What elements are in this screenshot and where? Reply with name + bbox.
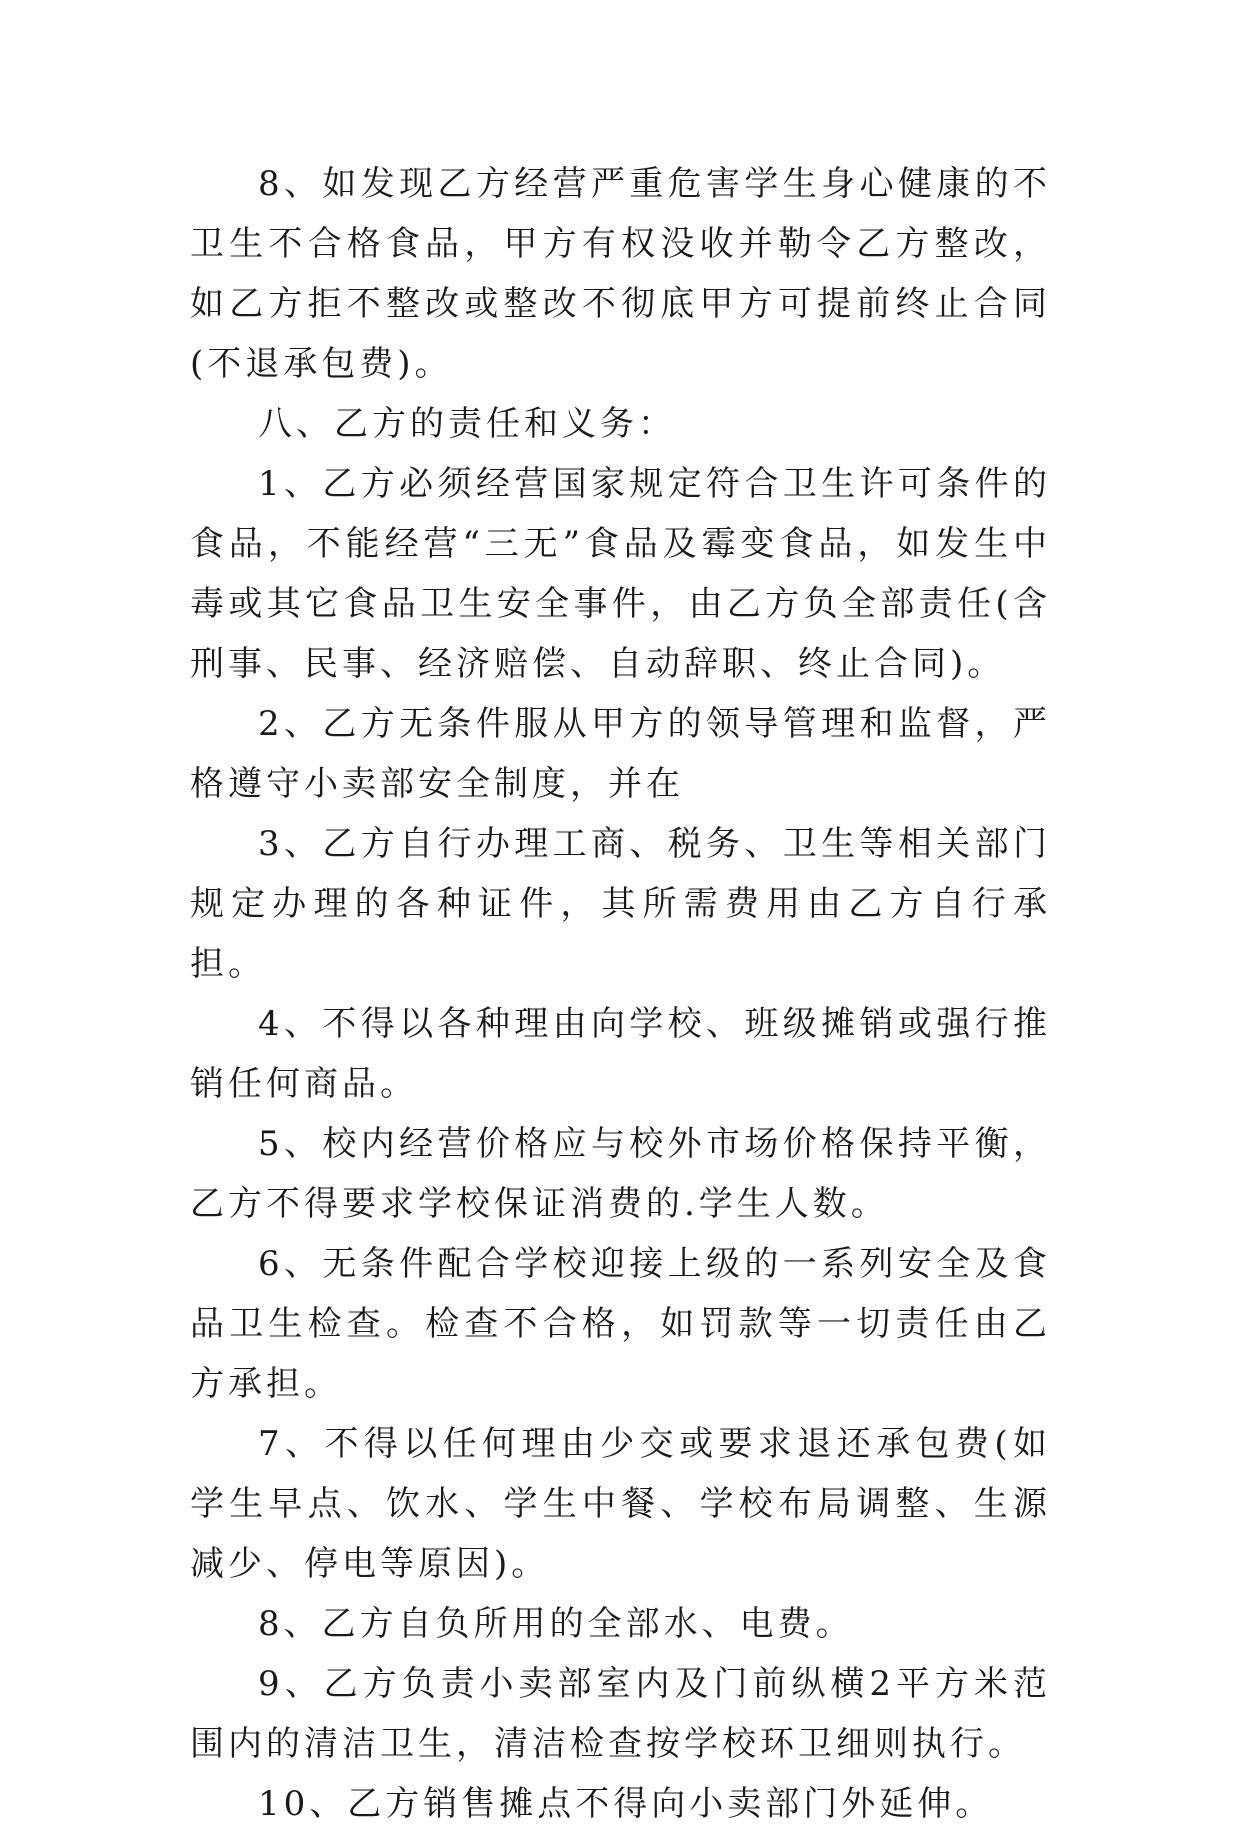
paragraph-duty-5: 5、校内经营价格应与校外市场价格保持平衡，乙方不得要求学校保证消费的.学生人数。 — [190, 1124, 1051, 1224]
section-heading-party-b-duties: 八、乙方的责任和义务： — [258, 404, 676, 444]
paragraph-clause-8-confiscation: 8、如发现乙方经营严重危害学生身心健康的不卫生不合格食品，甲方有权没收并勒令乙方整改，如乙方拒不整改或整改不彻底甲方可提前终止合同(不退承包费)。 — [190, 164, 1051, 384]
paragraph-duty-9: 9、乙方负责小卖部室内及门前纵横2平方米范围内的清洁卫生，清洁检查按学校环卫细则执行。 — [190, 1664, 1051, 1764]
paragraph-duty-10: 10、乙方销售摊点不得向小卖部门外延伸。 — [258, 1784, 994, 1824]
paragraph-duty-3: 3、乙方自行办理工商、税务、卫生等相关部门规定办理的各种证件，其所需费用由乙方自行承担。 — [190, 824, 1051, 984]
paragraph-duty-8: 8、乙方自负所用的全部水、电费。 — [258, 1604, 854, 1644]
paragraph-duty-4: 4、不得以各种理由向学校、班级摊销或强行推销任何商品。 — [190, 1004, 1051, 1104]
paragraph-duty-7: 7、不得以任何理由少交或要求退还承包费(如学生早点、饮水、学生中餐、学校布局调整、生源减少、停电等原因)。 — [190, 1424, 1051, 1584]
paragraph-duty-6: 6、无条件配合学校迎接上级的一系列安全及食品卫生检查。检查不合格，如罚款等一切责任由乙方承担。 — [190, 1244, 1051, 1404]
paragraph-duty-2: 2、乙方无条件服从甲方的领导管理和监督，严格遵守小卖部安全制度，并在 — [190, 704, 1051, 804]
paragraph-duty-1: 1、乙方必须经营国家规定符合卫生许可条件的食品，不能经营“三无”食品及霉变食品，如发生中毒或其它食品卫生安全事件，由乙方负全部责任(含刑事、民事、经济赔偿、自动辞职、终止合同)。 — [190, 464, 1051, 684]
